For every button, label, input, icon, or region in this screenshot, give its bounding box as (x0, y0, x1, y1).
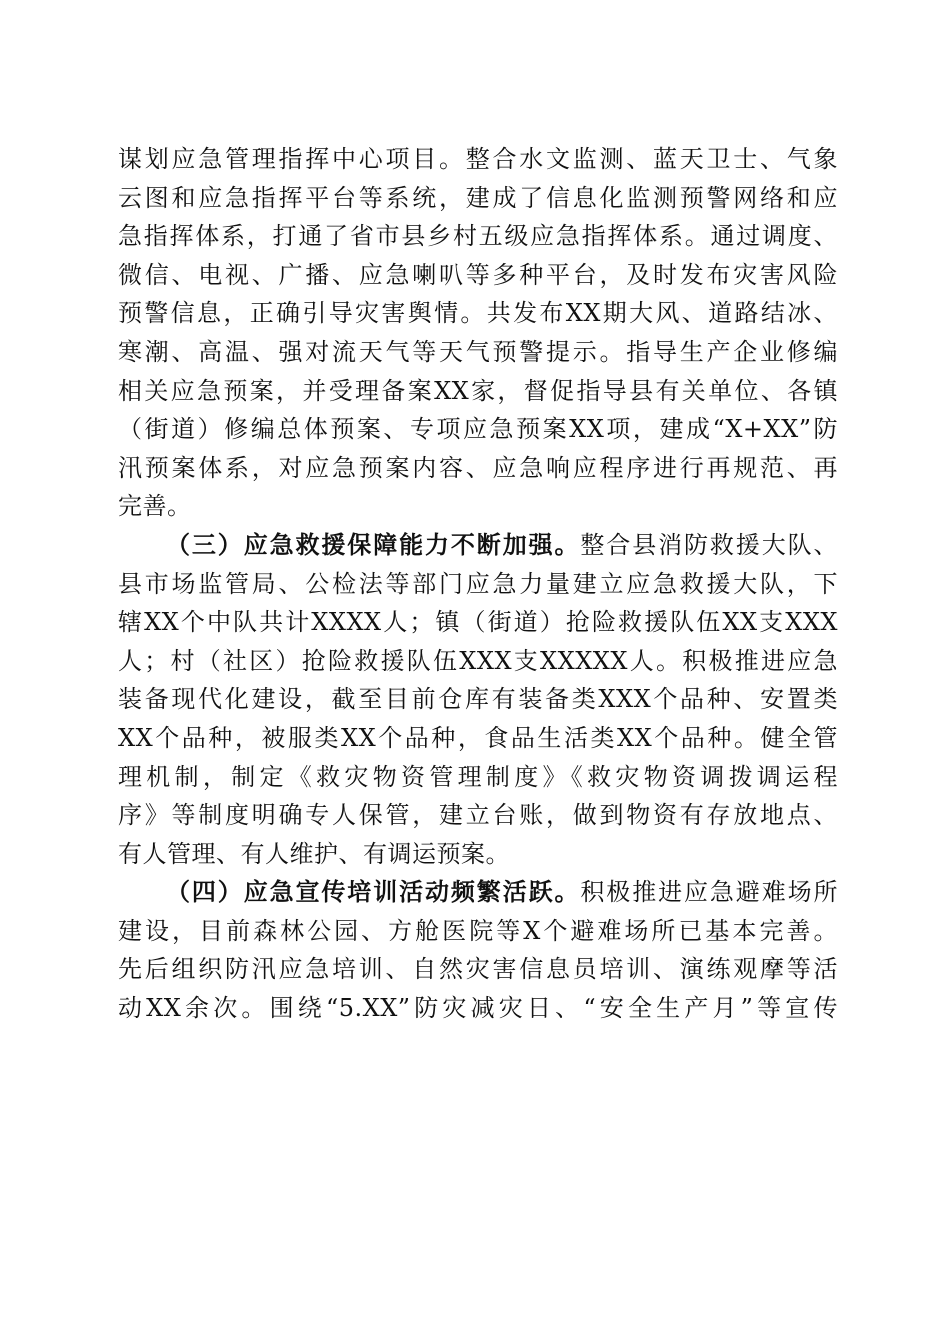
text-line: XX个品种，被服类XX个品种，食品生活类XX个品种。健全管 (118, 723, 838, 752)
text-line: 装备现代化建设，截至目前仓库有装备类XXX个品种、安置类 (118, 685, 838, 714)
text-line: 辖XX个中队共计XXXX人；镇（街道）抢险救援队伍XX支XXX (118, 608, 838, 637)
text-line: （街道）修编总体预案、专项应急预案XX项，建成“X+XX”防 (118, 415, 838, 444)
text-run: 整合县消防救援大队、 (580, 530, 839, 559)
paragraph-rescue-capability (118, 526, 838, 873)
text-line: 动XX余次。围绕“5.XX”防灾减灾日、“安全生产月”等宣传 (118, 994, 838, 1023)
text-line: 建设，目前森林公园、方舱医院等X个避难场所已基本完善。 (118, 916, 838, 945)
paragraph-first-line (118, 873, 838, 912)
paragraph-emergency-command (118, 140, 838, 526)
text-line: 预警信息，正确引导灾害舆情。共发布XX期大风、道路结冰、 (118, 299, 838, 328)
text-line: 序》等制度明确专人保管，建立台账，做到物资有存放地点、 (118, 801, 838, 830)
text-line: 急指挥体系，打通了省市县乡村五级应急指挥体系。通过调度、 (118, 222, 838, 251)
text-line: 云图和应急指挥平台等系统，建成了信息化监测预警网络和应 (118, 183, 838, 212)
text-line: 汛预案体系，对应急预案内容、应急响应程序进行再规范、再 (118, 453, 838, 482)
paragraph-publicity-training (118, 873, 838, 1027)
section-heading: （三）应急救援保障能力不断加强。 (166, 529, 581, 559)
text-line: 相关应急预案，并受理备案XX家，督促指导县有关单位、各镇 (118, 376, 838, 405)
text-run: 积极推进应急避难场所 (580, 878, 839, 907)
text-line: 寒潮、高温、强对流天气等天气预警提示。指导生产企业修编 (118, 337, 838, 366)
text-line: 谋划应急管理指挥中心项目。整合水文监测、蓝天卫士、气象 (118, 145, 838, 173)
text-line: 完善。 (118, 492, 192, 521)
text-line: 先后组织防汛应急培训、自然灾害信息员培训、演练观摩等活 (118, 955, 838, 984)
text-line: 人；村（社区）抢险救援队伍XXX支XXXXX人。积极推进应急 (118, 646, 838, 675)
section-heading: （四）应急宣传培训活动频繁活跃。 (166, 877, 581, 907)
text-line: 微信、电视、广播、应急喇叭等多种平台，及时发布灾害风险 (118, 260, 838, 289)
text-line: 理机制，制定《救灾物资管理制度》《救灾物资调拨调运程 (118, 762, 838, 791)
paragraph-first-line (118, 526, 838, 565)
document-body (118, 140, 838, 1028)
text-line: 有人管理、有人维护、有调运预案。 (118, 839, 510, 868)
text-line: 县市场监管局、公检法等部门应急力量建立应急救援大队，下 (118, 569, 838, 598)
